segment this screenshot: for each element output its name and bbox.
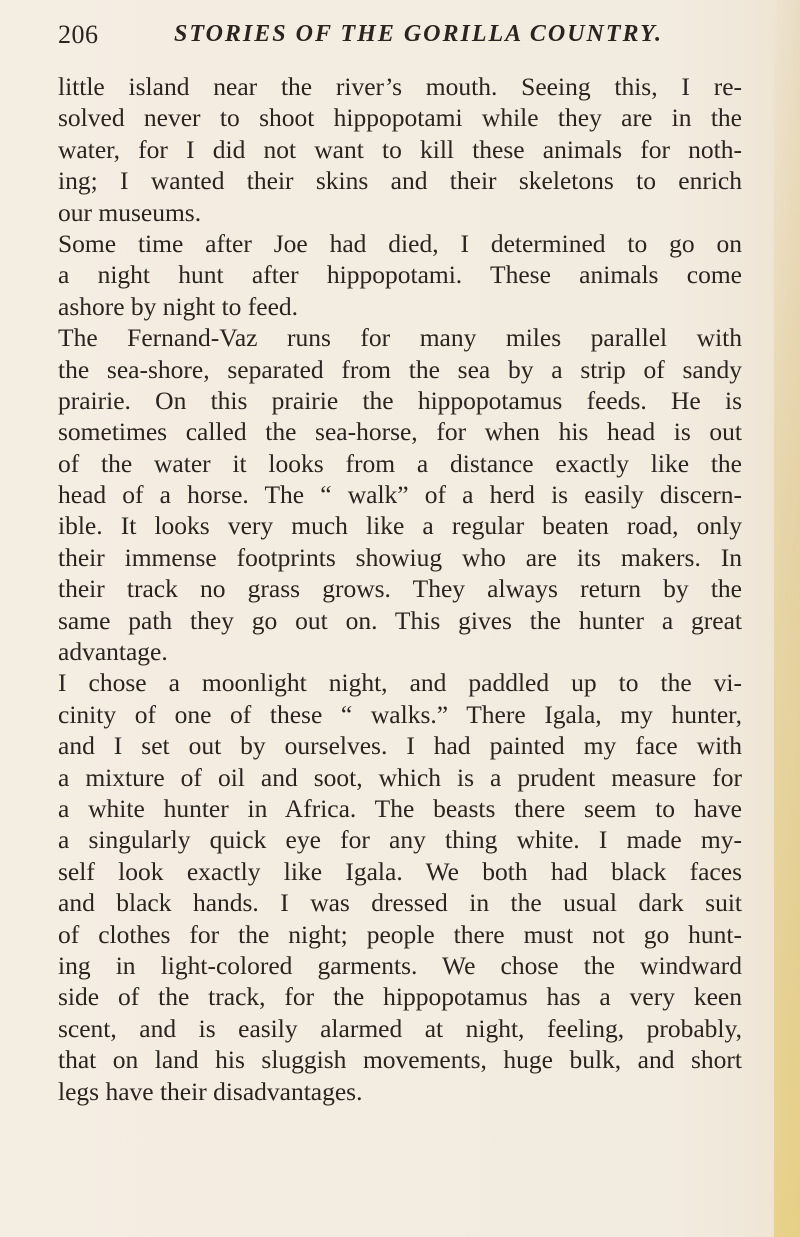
text-line: cinity of one of these “ walks.” There Igala, my hunter, [58, 699, 742, 729]
text-line: a night hunt after hippopotami. These animals come [58, 260, 742, 290]
text-line: ing in light-colored garments. We chose the windward [58, 950, 742, 980]
text-line: side of the track, for the hippopotamus has a very keen [58, 982, 742, 1012]
text-line: a white hunter in Africa. The beasts there seem to have [58, 793, 742, 823]
text-line: a mixture of oil and soot, which is a prudent measure for [58, 762, 742, 792]
text-line: sometimes called the sea-horse, for when his head is out [58, 417, 742, 447]
body-text [58, 71, 742, 1107]
text-line: that on land his sluggish movements, huge bulk, and short [58, 1045, 742, 1075]
text-line: I chose a moonlight night, and paddled up to the vi- [58, 668, 742, 698]
text-line: Some time after Joe had died, I determined to go on [58, 228, 742, 258]
text-line: and I set out by ourselves. I had painted my face with [58, 731, 742, 761]
text-line: solved never to shoot hippopotami while they are in the [58, 103, 742, 133]
text-line: scent, and is easily alarmed at night, feeling, probably, [58, 1013, 742, 1043]
text-line: prairie. On this prairie the hippopotamus feeds. He is [58, 385, 742, 415]
text-line: their immense footprints showiug who are its makers. In [58, 542, 742, 572]
running-title: STORIES OF THE GORILLA COUNTRY. [174, 21, 663, 47]
text-line: same path they go out on. This gives the hunter a great [58, 605, 742, 635]
text-line: of the water it looks from a distance exactly like the [58, 448, 742, 478]
text-line: a singularly quick eye for any thing white. I made my- [58, 825, 742, 855]
text-line: water, for I did not want to kill these animals for noth- [58, 134, 742, 164]
text-line: advantage. [58, 637, 168, 667]
text-line: and black hands. I was dressed in the usual dark suit [58, 888, 742, 918]
text-line: ing; I wanted their skins and their skeletons to enrich [58, 166, 742, 196]
text-line: the sea-shore, separated from the sea by a strip of sandy [58, 354, 742, 384]
text-line: head of a horse. The “ walk” of a herd is easily discern- [58, 480, 742, 510]
text-line: our museums. [58, 197, 202, 227]
page-edge-stain [774, 0, 800, 1237]
text-line: little island near the river’s mouth. Seeing this, I re- [58, 72, 742, 101]
text-line: ible. It looks very much like a regular beaten road, only [58, 511, 742, 541]
page-number: 206 [58, 20, 99, 49]
text-line: The Fernand-Vaz runs for many miles parallel with [58, 323, 742, 353]
text-line: legs have their disadvantages. [58, 1076, 363, 1106]
text-line: of clothes for the night; people there must not go hunt- [58, 919, 742, 949]
running-head [58, 20, 738, 60]
text-line: ashore by night to feed. [58, 291, 299, 321]
text-line: their track no grass grows. They always return by the [58, 574, 742, 604]
text-line: self look exactly like Igala. We both had black faces [58, 856, 742, 886]
